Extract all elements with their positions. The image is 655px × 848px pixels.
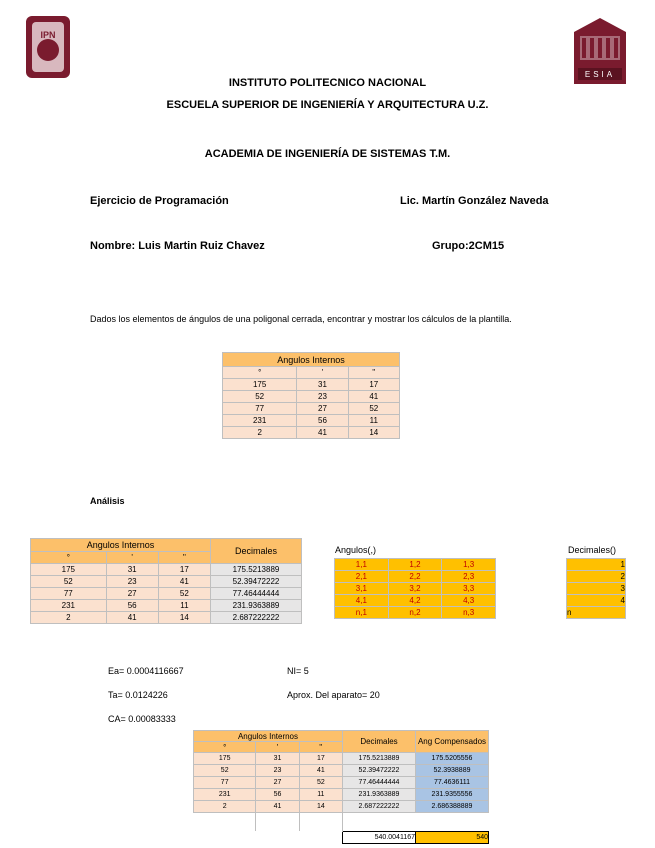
table-row: 2 41 14 2.687222222: [31, 612, 302, 624]
col-sec: '': [299, 742, 342, 753]
analysis-label: Análisis: [90, 496, 125, 506]
ca-value: CA= 0.00083333: [108, 714, 176, 724]
esia-logo-text: ESIA: [584, 70, 616, 79]
compensated-table: [193, 730, 489, 844]
ea-value: Ea= 0.0004116667: [108, 666, 184, 676]
compensated-header: Ang Compensados: [416, 731, 489, 753]
decimals-header: Decimales: [211, 539, 302, 564]
table-row: 77 27 52 77.46444444: [31, 588, 302, 600]
academy-title: ACADEMIA DE INGENIERÍA DE SISTEMAS T.M.: [204, 148, 451, 160]
table-row: 4,1 4,2 4,3: [335, 595, 496, 607]
aprox-value: Aprox. Del aparato= 20: [287, 690, 380, 700]
school-title: ESCUELA SUPERIOR DE INGENIERÍA Y ARQUITECTURA U.Z.: [166, 99, 489, 111]
table-row: 231 56 11 231.9363889: [31, 600, 302, 612]
table-row: 1,1 1,2 1,3: [335, 559, 496, 571]
table-row: 2 41 14: [223, 427, 400, 439]
table-row: 175 31 17 175.5213889: [31, 564, 302, 576]
table-title: Angulos Internos: [31, 539, 211, 552]
col-deg: °: [223, 367, 297, 379]
student-name: Nombre: Luis Martin Ruiz Chavez: [90, 240, 265, 252]
sum-compensated: 540: [416, 831, 489, 843]
table-row: 231 56 11: [223, 415, 400, 427]
exercise-title: Ejercicio de Programación: [90, 195, 229, 207]
institution-title: INSTITUTO POLITECNICO NACIONAL: [228, 77, 427, 89]
table-row: 175 31 17: [223, 379, 400, 391]
table-title: Angulos Internos: [223, 353, 400, 367]
table-row: 77 27 52: [223, 403, 400, 415]
table-row: 175 31 17 175.5213889 175.5205556: [194, 753, 489, 765]
table-row: 52 23 41 52.39472222: [31, 576, 302, 588]
decimals-table: [30, 538, 302, 624]
table-row: 77 27 52 77.46444444 77.4636111: [194, 777, 489, 789]
sum-decimals: 540.0041167: [343, 831, 416, 843]
sum-row: [194, 831, 489, 843]
table-title: Angulos Internos: [194, 731, 343, 742]
decimals-index-table: 1 2 3 4 n: [567, 560, 625, 617]
angles-table: [222, 352, 400, 439]
ipn-logo: [24, 14, 72, 80]
col-min: ': [256, 742, 299, 753]
angles-index-title: Angulos(,): [335, 545, 377, 555]
table-row: 3,1 3,2 3,3: [335, 583, 496, 595]
ta-value: Ta= 0.0124226: [108, 690, 168, 700]
angles-index-table: [334, 558, 496, 619]
col-sec: '': [158, 552, 210, 564]
col-min: ': [106, 552, 158, 564]
table-row: 52 23 41 52.39472222 52.3938889: [194, 765, 489, 777]
ipn-logo-text: IPN: [40, 30, 56, 40]
decimals-index-title: Decimales(): [568, 545, 617, 555]
table-row: 2,1 2,2 2,3: [335, 571, 496, 583]
intro-text: Dados los elementos de ángulos de una poligonal cerrada, encontrar y mostrar los cálculos de la plantilla.: [90, 314, 512, 324]
table-row: n,1 n,2 n,3: [335, 607, 496, 619]
decimals-header: Decimales: [343, 731, 416, 753]
table-row: 231 56 11 231.9363889 231.9355556: [194, 789, 489, 801]
ni-value: NI= 5: [287, 666, 309, 676]
col-min: ': [297, 367, 348, 379]
esia-logo: [572, 16, 628, 86]
group-label: Grupo:2CM15: [432, 240, 505, 252]
teacher-name: Lic. Martín González Naveda: [400, 195, 549, 207]
table-row: 52 23 41: [223, 391, 400, 403]
col-sec: '': [348, 367, 399, 379]
col-deg: °: [31, 552, 107, 564]
col-deg: °: [194, 742, 256, 753]
table-row: 2 41 14 2.687222222 2.686388889: [194, 801, 489, 813]
